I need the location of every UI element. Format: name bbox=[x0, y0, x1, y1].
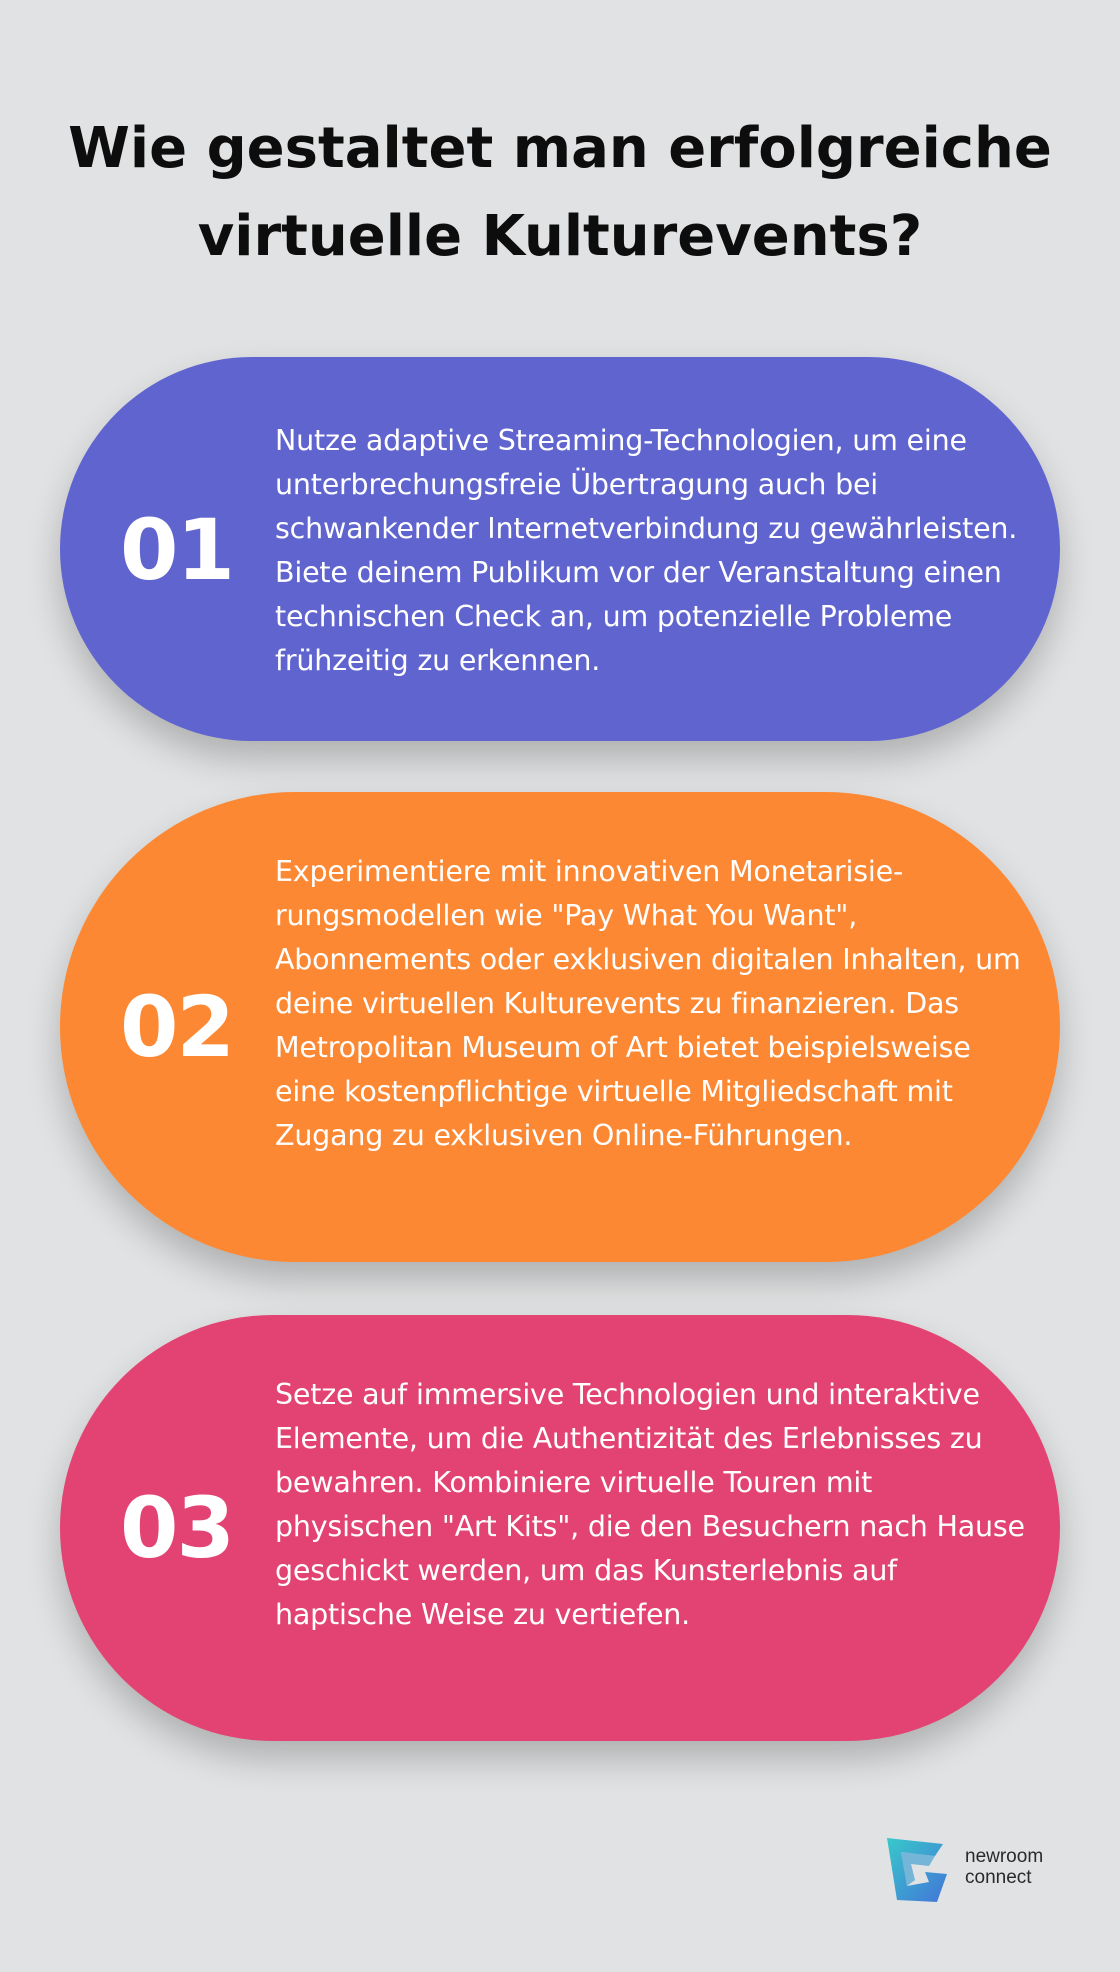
tip-card-2 bbox=[60, 792, 1060, 1262]
tip-text-1: Nutze adaptive Streaming-Technologien, um eine unterbrechungsfreie Übertragung auch bei schwankender Internetverbindung zu gewährleisten. Biete deinem Publikum vor der Veranstaltung einen technischen Check an, um potenzielle Probleme frühzeitig zu erkennen. bbox=[275, 424, 1018, 677]
newroom-connect-logo-icon bbox=[885, 1836, 953, 1906]
tip-number-2: 02 bbox=[120, 978, 233, 1076]
page-title-line-2: virtuelle Kulturevents? bbox=[197, 204, 923, 269]
tip-card-3 bbox=[60, 1315, 1060, 1741]
logo-wordmark bbox=[965, 1846, 1043, 1888]
logo-line-2: connect bbox=[965, 1867, 1032, 1888]
tip-text-3: Setze auf immersive Technologien und interaktive Elemente, um die Authentizität des Erlebnisses zu bewahren. Kombiniere virtuelle Touren mit physischen "Art Kits", die den Besuchern nach Hause geschickt werden, um das Kunsterlebnis auf haptische Weise zu vertiefen. bbox=[275, 1378, 1025, 1631]
tip-number-3: 03 bbox=[120, 1479, 233, 1577]
logo-line-1: newroom bbox=[965, 1846, 1044, 1867]
page-title-line-1: Wie gestaltet man erfolgreiche bbox=[68, 116, 1052, 181]
page-title bbox=[40, 105, 1080, 281]
tip-card-1 bbox=[60, 357, 1060, 741]
newroom-connect-logo bbox=[885, 1836, 1065, 1906]
tip-number-1: 01 bbox=[120, 501, 233, 599]
tip-text-2: Experimentiere mit innovativen Monetarisie-rungsmodellen wie "Pay What You Want", Abonnements oder exklusiven digitalen Inhalten, um deine virtuellen Kulturevents zu finanzieren. Das Metropolitan Museum of Art bietet beispielsweise eine kostenpflichtige virtuelle Mitgliedschaft mit Zugang zu exklusiven Online-Führungen. bbox=[275, 855, 1021, 1152]
